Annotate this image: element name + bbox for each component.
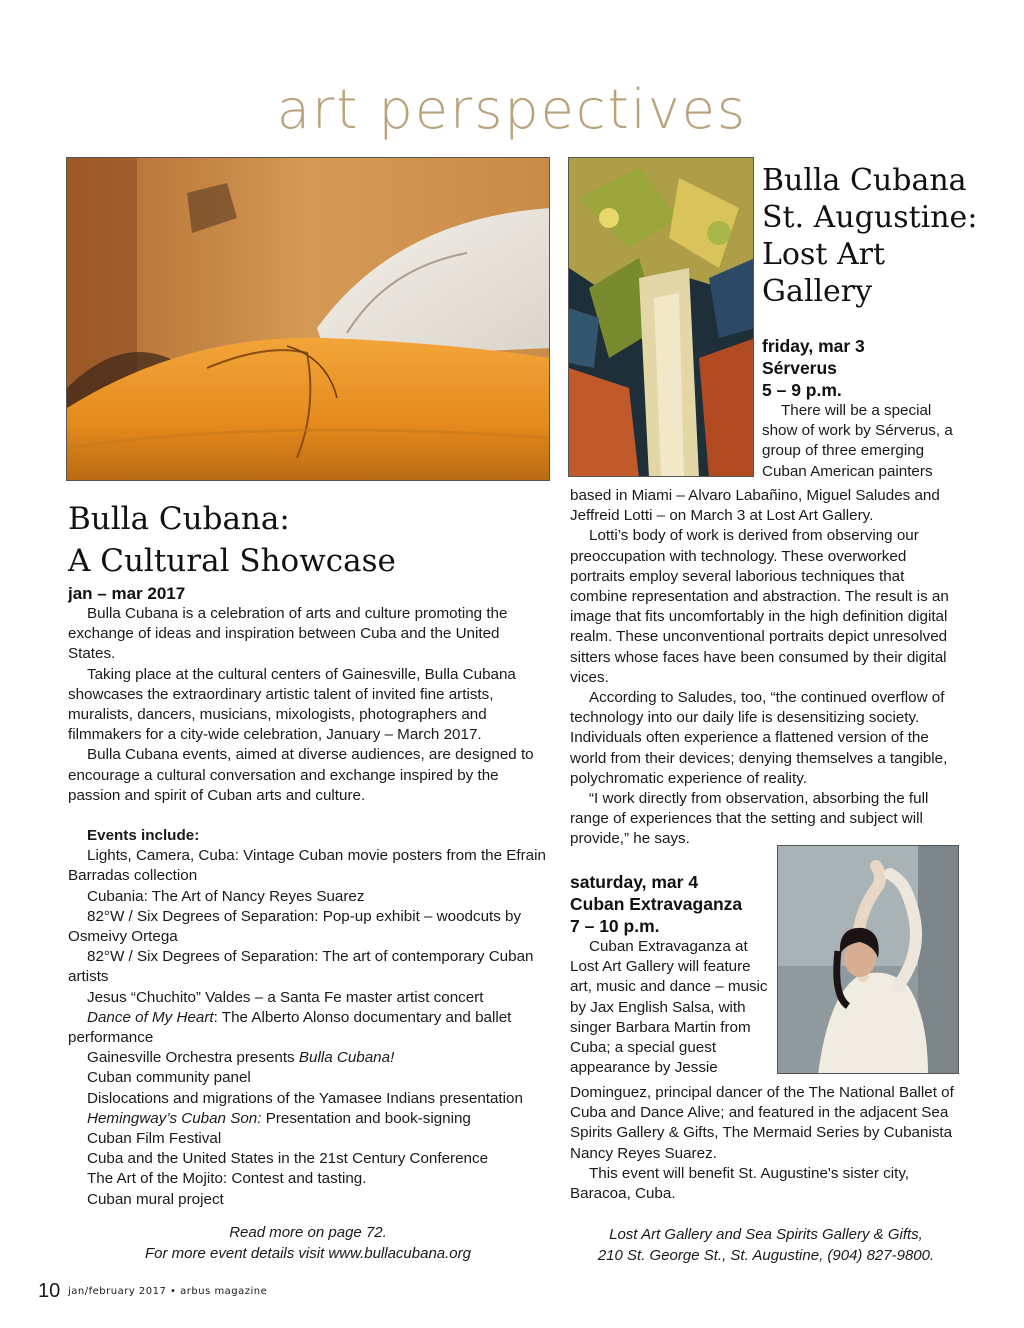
saturday-event-body bbox=[570, 1083, 962, 1204]
friday-event-header bbox=[762, 335, 962, 482]
event-item: Cuban Film Festival bbox=[87, 1130, 222, 1148]
right-title bbox=[762, 162, 992, 310]
event-paragraph: There will be a special show of work by Sérverus, a group of three emerging Cuban American painters bbox=[762, 402, 953, 480]
event-paragraph: Lotti’s body of work is derived from observing our preoccupation with technology. These overworked portraits employ several laborious techniques that combine representation and abstraction. The result is an image that fits uncomfortably in the high definition digital realm. These unconventional portraits depict unresolved sitters whose faces have been consumed by their digital vices. bbox=[570, 527, 949, 686]
event-paragraph: This event will benefit St. Augustine's sister city, Baracoa, Cuba. bbox=[570, 1164, 910, 1203]
gallery-name: Lost Art Gallery and Sea Spirits Gallery & Gifts, bbox=[609, 1226, 923, 1243]
event-text: : The Alberto Alonso documentary and ballet performance bbox=[68, 1008, 512, 1047]
left-paragraph: Taking place at the cultural centers of Gainesville, Bulla Cubana showcases the extraordinary artistic talent of invited fine artists, muralists, dancers, musicians, mixologists, photographers and filmmakers for a city-wide celebration, January – March 2017. bbox=[68, 665, 516, 744]
right-title-line: Bulla Cubana bbox=[762, 163, 967, 198]
right-title-line: Lost Art bbox=[762, 237, 886, 272]
event-item: Cuban community panel bbox=[87, 1069, 251, 1087]
left-article bbox=[68, 498, 550, 1210]
dancer-photo bbox=[777, 845, 959, 1074]
event-paragraph: According to Saludes, too, “the continued overflow of technology into our daily life is desensitizing society. Individuals often experience a flattened version of the world from their devices; denying themselves a tangible, polychromatic experience of reality. bbox=[570, 689, 948, 787]
friday-event-body bbox=[570, 486, 962, 850]
events-label: Events include: bbox=[87, 827, 200, 845]
event-name: Sérverus bbox=[762, 358, 837, 378]
event-text: Gainesville Orchestra presents bbox=[87, 1049, 299, 1067]
event-title-italic: Dance of My Heart bbox=[87, 1008, 214, 1026]
left-footer bbox=[66, 1222, 550, 1264]
event-date: friday, mar 3 bbox=[762, 336, 865, 356]
left-title-line1: Bulla Cubana: bbox=[68, 501, 290, 537]
event-paragraph: Cuban Extravaganza at Lost Art Gallery will feature art, music and dance – music by Jax English Salsa, with singer Barbara Martin from Cuba; a special guest appearance by Jessie bbox=[570, 938, 768, 1077]
left-paragraph: Bulla Cubana is a celebration of arts and culture promoting the exchange of ideas and inspiration between Cuba and the United States. bbox=[68, 605, 508, 663]
event-item: 82°W / Six Degrees of Separation: Pop-up exhibit – woodcuts by Osmeivy Ortega bbox=[68, 907, 522, 946]
event-title-italic: Hemingway’s Cuban Son: bbox=[87, 1109, 262, 1127]
saturday-event-header bbox=[570, 871, 770, 1078]
event-item bbox=[68, 1008, 550, 1048]
event-paragraph: based in Miami – Alvaro Labañino, Miguel Saludes and Jeffreid Lotti – on March 3 at Lost Art Gallery. bbox=[570, 487, 940, 525]
right-title-line: Gallery bbox=[762, 274, 873, 309]
issue-folio: jan/february 2017 • arbus magazine bbox=[68, 1286, 268, 1297]
event-item bbox=[68, 1109, 550, 1129]
event-name: Cuban Extravaganza bbox=[570, 894, 743, 914]
event-date: saturday, mar 4 bbox=[570, 872, 699, 892]
event-time: 7 – 10 p.m. bbox=[570, 916, 660, 936]
event-paragraph: Dominguez, principal dancer of the The National Ballet of Cuba and Dance Alive; and featured in the adjacent Sea Spirits Gallery & Gifts, The Mermaid Series by Cubanista Nancy Reyes Suarez. bbox=[570, 1084, 954, 1162]
events-list bbox=[68, 846, 550, 1210]
left-body bbox=[68, 604, 550, 806]
event-item: Lights, Camera, Cuba: Vintage Cuban movie posters from the Efrain Barradas collection bbox=[68, 847, 546, 885]
serverus-painting bbox=[568, 157, 754, 477]
gallery-address: 210 St. George St., St. Augustine, (904) 827-9800. bbox=[597, 1247, 935, 1264]
right-footer bbox=[570, 1224, 962, 1266]
event-item: Cuba and the United States in the 21st Century Conference bbox=[87, 1150, 489, 1168]
event-item: Dislocations and migrations of the Yamasee Indians presentation bbox=[87, 1089, 523, 1107]
left-paragraph: Bulla Cubana events, aimed at diverse audiences, are designed to encourage a cultural conversation and exchange inspired by the passion and spirit of Cuban arts and culture. bbox=[68, 746, 534, 804]
left-dates: jan – mar 2017 bbox=[68, 584, 186, 603]
event-title-italic: Bulla Cubana! bbox=[298, 1049, 395, 1067]
event-item: Cuban mural project bbox=[87, 1190, 224, 1208]
vintage-car-photo bbox=[66, 157, 550, 481]
event-item: Cubania: The Art of Nancy Reyes Suarez bbox=[87, 887, 365, 905]
read-more-note: Read more on page 72. bbox=[229, 1224, 387, 1241]
event-item: Jesus “Chuchito” Valdes – a Santa Fe master artist concert bbox=[87, 988, 484, 1006]
left-title-line2: A Cultural Showcase bbox=[68, 543, 396, 579]
section-title: art perspectives bbox=[276, 78, 748, 141]
event-text: Presentation and book-signing bbox=[261, 1109, 471, 1127]
event-item: The Art of the Mojito: Contest and tasting. bbox=[87, 1170, 367, 1188]
right-title-line: St. Augustine: bbox=[762, 200, 978, 235]
event-item bbox=[68, 1048, 550, 1068]
website-note: For more event details visit www.bullacubana.org bbox=[145, 1245, 471, 1262]
event-time: 5 – 9 p.m. bbox=[762, 380, 842, 400]
event-item: 82°W / Six Degrees of Separation: The art of contemporary Cuban artists bbox=[68, 948, 534, 986]
event-paragraph: “I work directly from observation, absorbing the full range of experiences that the setting and subject will provide,” he says. bbox=[570, 790, 929, 848]
page-number: 10 bbox=[38, 1280, 61, 1302]
